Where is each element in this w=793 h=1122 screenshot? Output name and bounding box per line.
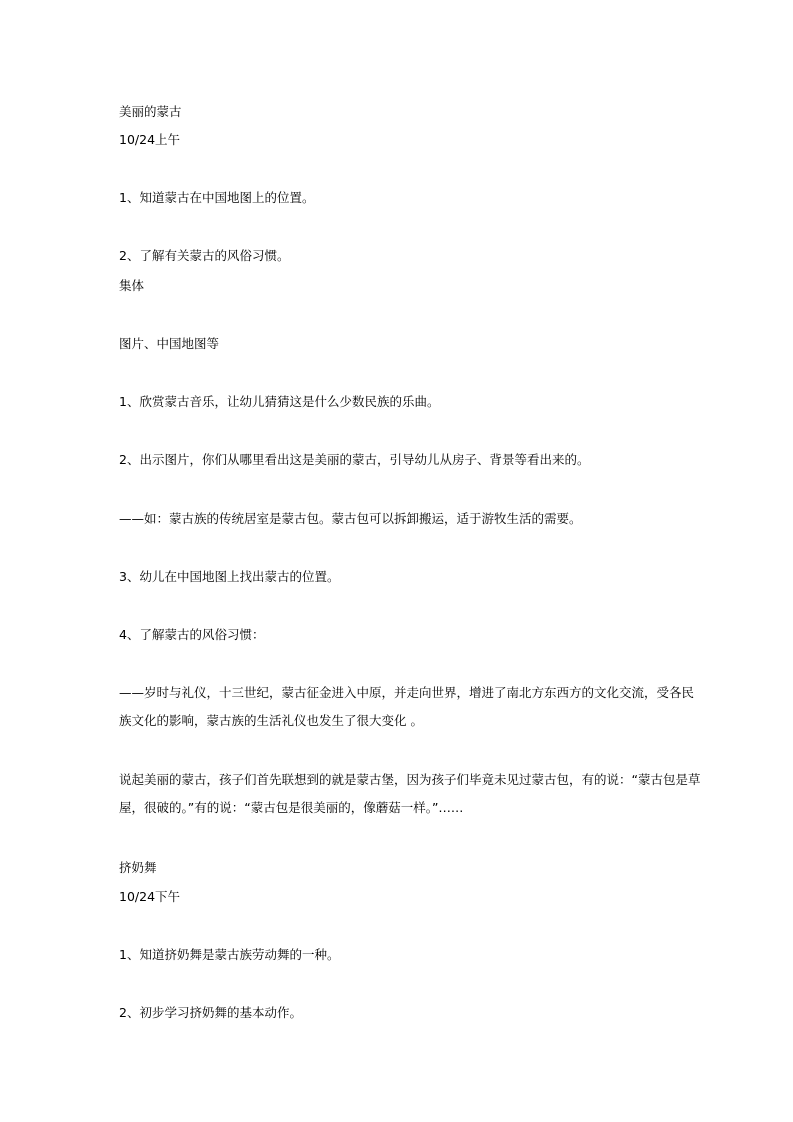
lesson1-materials: 图片、中国地图等 bbox=[119, 336, 220, 351]
lesson2-goal-1: 1、知道挤奶舞是蒙古族劳动舞的一种。 bbox=[119, 947, 340, 962]
lesson1-goal-1: 1、知道蒙古在中国地图上的位置。 bbox=[119, 190, 315, 205]
lesson1-reflection-line-1: 说起美丽的蒙古，孩子们首先联想到的就是蒙古堡，因为孩子们毕竟未见过蒙古包，有的说：“蒙古包是草 bbox=[119, 772, 701, 787]
lesson2-goal-2: 2、初步学习挤奶舞的基本动作。 bbox=[119, 1005, 302, 1020]
lesson1-step-2: 2、出示图片，你们从哪里看出这是美丽的蒙古，引导幼儿从房子、背景等看出来的。 bbox=[119, 452, 590, 467]
lesson1-step-3: 3、幼儿在中国地图上找出蒙古的位置。 bbox=[119, 569, 340, 584]
lesson1-time: 10/24上午 bbox=[119, 132, 181, 147]
lesson1-form: 集体 bbox=[119, 278, 145, 293]
lesson1-note-1: ——如：蒙古族的传统居室是蒙古包。蒙古包可以拆卸搬运，适于游牧生活的需要。 bbox=[119, 511, 582, 526]
lesson1-note-2-line-2: 族文化的影响，蒙古族的生活礼仪也发生了很大变化 。 bbox=[119, 713, 423, 728]
lesson2-time: 10/24下午 bbox=[119, 889, 181, 904]
lesson1-reflection-line-2: 屋，很破的。”有的说：“蒙古包是很美丽的，像蘑菇一样。”…… bbox=[119, 800, 464, 815]
lesson1-goal-2: 2、了解有关蒙古的风俗习惯。 bbox=[119, 248, 290, 263]
lesson1-step-4: 4、了解蒙古的风俗习惯： bbox=[119, 627, 265, 642]
lesson2-title: 挤奶舞 bbox=[119, 860, 157, 875]
lesson1-step-1: 1、欣赏蒙古音乐，让幼儿猜猜这是什么少数民族的乐曲。 bbox=[119, 394, 440, 409]
lesson1-note-2-line-1: ——岁时与礼仪，十三世纪，蒙古征金进入中原，并走向世界，增进了南北方东西方的文化交流，受各民 bbox=[119, 685, 695, 700]
lesson1-title: 美丽的蒙古 bbox=[119, 104, 182, 119]
